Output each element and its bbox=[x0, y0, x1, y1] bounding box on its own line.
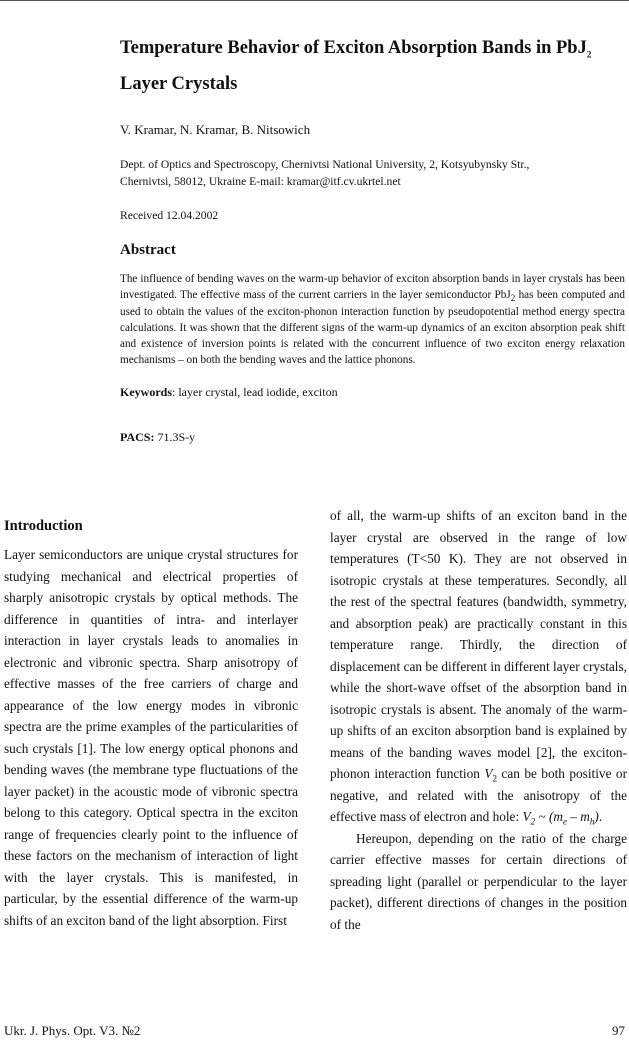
abstract-subscript: 2 bbox=[510, 293, 516, 304]
keywords-text: : layer crystal, lead iodide, exciton bbox=[172, 384, 338, 399]
introduction-text: Layer semiconductors are unique crystal structures for studying mechanical and electrical properties of sharply anisotropic crystals by optical methods. The difference in quantities of intra- and interlayer interaction in layer crystals leads to anomalies in electronic and vibronic spectra. Sharp anisotropy of effective masses of the free carriers of charge and appearance of the low energy modes in vibronic spectra are the prime examples of the particularities of such crystals [1]. The low energy optical phonons and bending waves (the membrane type fluctuations of the layer packet) in the acoustic mode of vibronic spectra belong to this category. Optical spectra in the exciton range of frequencies clearly point to the influence of these factors on the mechanism of interaction of light with the layer crystals. This is manifested, in particular, by the essential difference of the warm-up shifts of an exciton band of the light absorption. First bbox=[4, 547, 298, 928]
keywords-label: Keywords bbox=[120, 384, 172, 399]
authors: V. Kramar, N. Kramar, B. Nitsowich bbox=[120, 122, 311, 137]
formula-h-sub: h bbox=[589, 816, 595, 827]
affiliation-line-1: Dept. of Optics and Spectroscopy, Chernivtsi National University, 2, Kotsyubynsky Str., bbox=[120, 158, 530, 171]
affiliation bbox=[120, 156, 625, 190]
title-subscript: 2 bbox=[586, 49, 592, 60]
right-paragraph-1 bbox=[330, 505, 627, 828]
footer-page-number: 97 bbox=[612, 1023, 625, 1038]
formula-minus: – m bbox=[566, 809, 590, 824]
formula bbox=[522, 809, 599, 827]
paragraph-1-end: . bbox=[598, 809, 603, 824]
formula-mid: ~ (m bbox=[535, 809, 563, 824]
introduction-heading: Introduction bbox=[4, 518, 83, 534]
keywords bbox=[120, 385, 625, 400]
top-rule bbox=[0, 0, 629, 1]
affiliation-line-2: Chernivtsi, 58012, Ukraine E-mail: kramar@itf.cv.ukrtel.net bbox=[120, 175, 401, 188]
abstract-part-2: has been computed and used to obtain the values of the exciton-phonon interaction function by pseudopotential method energy spectra calculations. It was shown that the different signs of the warm-up dynamics of an exciton absorption peak shift and existence of inversion points is related with the concurrent influence of two exciton energy relaxation mechanisms – on both the bending waves and the lattice phonons. bbox=[120, 289, 625, 367]
right-paragraph-2: Hereupon, depending on the ratio of the charge carrier effective masses for certain directions of spreading light (parallel or perpendicular to the layer packet), different directions of changes in the position of the bbox=[330, 830, 627, 932]
title-line-1: Temperature Behavior of Exciton Absorption Bands in PbJ bbox=[120, 38, 587, 58]
paragraph-1-part-a: of all, the warm-up shifts of an exciton band in the layer crystal are observed in the range of low temperatures (T<50 K). They are not observed in isotropic crystals at these temperatures. Secondly, all the rest of the spectral features (bandwidth, symmetry, and absorption peak) are practically constant in this temperature range. Thirdly, the direction of displacement can be different in different layer crystals, while the short-wave offset of the absorption band in isotropic crystals is absent. The anomaly of the warm-up shifts of an exciton absorption band is explained by means of the banding waves model [2], the exciton-phonon interaction function bbox=[330, 508, 627, 781]
title-line-2: Layer Crystals bbox=[120, 74, 238, 94]
abstract-heading: Abstract bbox=[120, 242, 176, 258]
article-title bbox=[120, 30, 625, 102]
pacs-label: PACS: bbox=[120, 429, 155, 444]
function-subscript: 2 bbox=[492, 773, 497, 784]
abstract-part-1: The influence of bending waves on the warm-up behavior of exciton absorption bands in layer crystals has been investigated. The effective mass of the current carriers in the layer semiconductor PbJ bbox=[120, 273, 625, 302]
paragraph-1-part-b: can be both positive or negative, and related with the anisotropy of the effective mass of electron and hole: bbox=[330, 766, 627, 824]
left-column bbox=[4, 514, 298, 931]
right-column bbox=[330, 505, 627, 935]
footer-journal: Ukr. J. Phys. Opt. V3. №2 bbox=[4, 1023, 141, 1038]
article-header bbox=[120, 30, 625, 445]
received-date: Received 12.04.2002 bbox=[120, 209, 219, 222]
formula-end: ) bbox=[594, 809, 599, 824]
pacs-text: 71.3S-y bbox=[154, 429, 196, 444]
pacs bbox=[120, 430, 625, 445]
formula-e-sub: e bbox=[562, 816, 567, 827]
abstract-text bbox=[120, 271, 625, 369]
function-symbol: V bbox=[484, 766, 493, 781]
formula-v-sub: 2 bbox=[530, 816, 536, 827]
formula-v: V bbox=[522, 809, 531, 824]
